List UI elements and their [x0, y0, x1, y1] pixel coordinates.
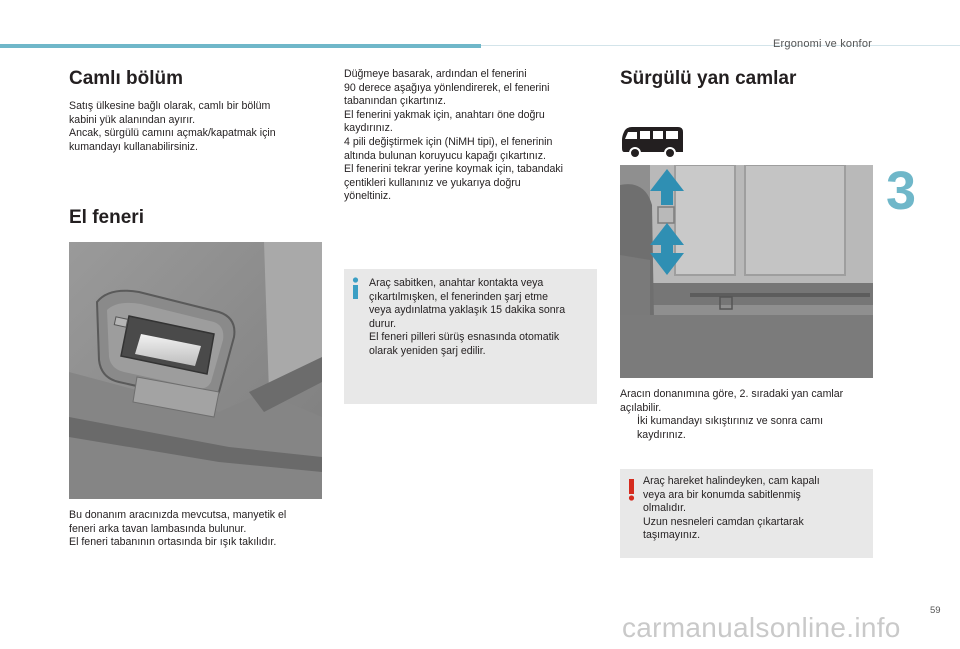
torch-caption: Bu donanım aracınızda mevcutsa, manyetik el feneri arka tavan lambasında bulunur. El feneri tabanının ortasında bir ışık takılıdır.: [69, 509, 287, 549]
torch-instructions: Düğmeye basarak, ardından el fenerini 90 derece aşağıya yönlendirerek, el fenerini tabanından çıkartınız. El fenerini yakmak için, anahtarı öne doğru kaydırınız. 4 pili değiştirmek için (NiMH tipi), el fenerinin altında bulunan koruyucu kapağı çıkartınız. El fenerini tekrar yerine koymak için, tabandaki çentikleri kullanınız ve yukarıya doğru yöneltiniz.: [344, 68, 564, 203]
cargo-section-title: Camlı bölüm: [69, 68, 184, 89]
warning-icon: [628, 479, 635, 501]
page-number: 59: [930, 605, 941, 616]
sliding-window-photo: [620, 165, 873, 378]
info-box: [344, 269, 597, 404]
warning-text: Araç hareket halindeyken, cam kapalı veya ara bir konumda sabitlenmiş olmalıdır. Uzun nesneleri camdan çıkartarak taşımayınız.: [643, 475, 820, 542]
sliding-windows-instruction: İki kumandayı sıkıştırınız ve sonra camı kaydırınız.: [637, 415, 824, 441]
info-text: Araç sabitken, anahtar kontakta veya çıkartılmışken, el fenerinden şarj etme veya aydınlatma yaklaşık 15 dakika sonra durur. El feneri pilleri sürüş esnasında otomatik olarak yeniden şarj edilir.: [369, 277, 566, 357]
chapter-number: 3: [886, 161, 917, 221]
torch-photo: [69, 242, 322, 499]
top-accent-line: [481, 45, 960, 46]
sliding-windows-intro: Aracın donanımına göre, 2. sıradaki yan camlar açılabilir.: [620, 388, 844, 414]
sliding-windows-title: Sürgülü yan camlar: [620, 68, 797, 89]
torch-section-title: El feneri: [69, 207, 144, 228]
top-accent-bar: [0, 44, 481, 48]
info-icon: [352, 277, 359, 299]
sliding-window-illustration: [620, 165, 873, 378]
torch-illustration: [69, 242, 322, 499]
warning-box: [620, 469, 873, 558]
section-title: Ergonomi ve konfor: [773, 38, 872, 50]
cargo-paragraph: Satış ülkesine bağlı olarak, camlı bir bölüm kabini yük alanından ayırır. Ancak, sürgülü camını açmak/kapatmak için kumandayı kullanabilirsiniz.: [69, 100, 276, 153]
watermark: carmanualsonline.info: [622, 612, 901, 643]
van-icon: [620, 124, 686, 160]
